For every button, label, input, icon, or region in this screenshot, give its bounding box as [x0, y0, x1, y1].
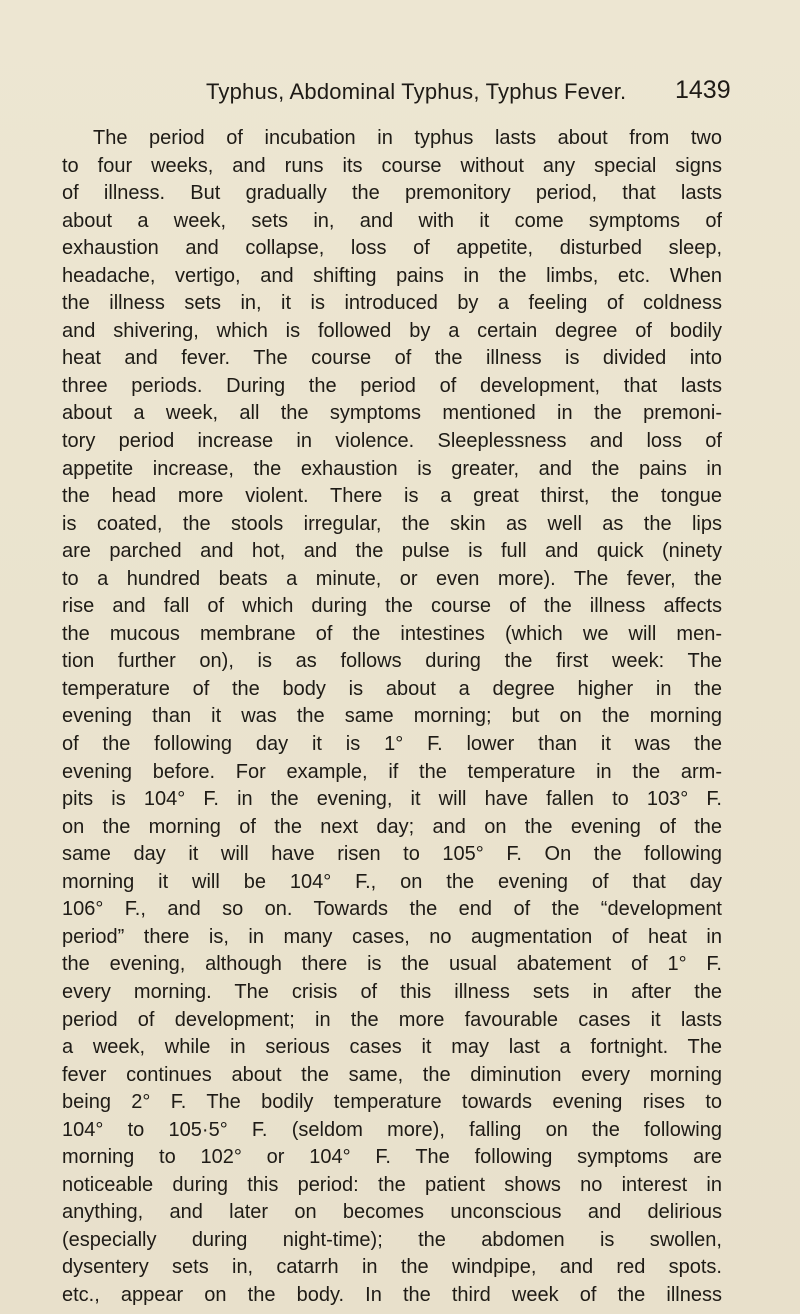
- text-line: etc., appear on the body. In the third week of the illness: [62, 1283, 722, 1306]
- text-line: the head more violent. There is a great thirst, the tongue: [62, 485, 722, 508]
- text-line: evening before. For example, if the temperature in the arm-: [62, 760, 722, 783]
- text-line: pits is 104° F. in the evening, it will have fallen to 103° F.: [62, 788, 722, 811]
- text-line: morning to 102° or 104° F. The following symptoms are: [62, 1146, 722, 1169]
- text-line: and shivering, which is followed by a certain degree of bodily: [62, 319, 722, 342]
- text-line: same day it will have risen to 105° F. On the following: [62, 843, 722, 866]
- body-text: [62, 125, 722, 1310]
- page-number: 1439: [675, 76, 731, 104]
- text-line: The period of incubation in typhus lasts about from two: [93, 127, 722, 149]
- text-line: rise and fall of which during the course of the illness affects: [62, 595, 722, 618]
- running-title: Typhus, Abdominal Typhus, Typhus Fever.: [206, 79, 627, 104]
- text-line: noticeable during this period: the patient shows no interest in: [62, 1173, 722, 1196]
- text-line: the mucous membrane of the intestines (which we will men-: [62, 622, 722, 645]
- text-line: appetite increase, the exhaustion is greater, and the pains in: [62, 457, 722, 480]
- text-line: are parched and hot, and the pulse is full and quick (ninety: [62, 540, 722, 563]
- text-line: (especially during night-time); the abdomen is swollen,: [62, 1228, 722, 1251]
- text-line: to a hundred beats a minute, or even more). The fever, the: [62, 567, 722, 590]
- text-line: tory period increase in violence. Sleeplessness and loss of: [62, 430, 722, 453]
- text-line: period” there is, in many cases, no augmentation of heat in: [62, 925, 722, 948]
- text-line: period of development; in the more favourable cases it lasts: [62, 1008, 722, 1031]
- text-line: every morning. The crisis of this illness sets in after the: [62, 980, 722, 1003]
- text-line: of the following day it is 1° F. lower than it was the: [62, 733, 722, 756]
- text-line: morning it will be 104° F., on the evening of that day: [62, 870, 722, 893]
- text-line: fever continues about the same, the diminution every morning: [62, 1063, 722, 1086]
- text-line: temperature of the body is about a degree higher in the: [62, 677, 722, 700]
- text-line: 106° F., and so on. Towards the end of the “development: [62, 898, 722, 921]
- text-line: three periods. During the period of development, that lasts: [62, 374, 722, 397]
- text-line: the illness sets in, it is introduced by a feeling of coldness: [62, 292, 722, 315]
- text-line: the evening, although there is the usual abatement of 1° F.: [62, 953, 722, 976]
- text-line: tion further on), is as follows during the first week: The: [62, 650, 722, 673]
- text-line: of illness. But gradually the premonitory period, that lasts: [62, 182, 722, 205]
- text-line: headache, vertigo, and shifting pains in the limbs, etc. When: [62, 264, 722, 287]
- text-line: evening than it was the same morning; but on the morning: [62, 705, 722, 728]
- text-line: about a week, all the symptoms mentioned in the premoni-: [62, 402, 722, 425]
- text-line: about a week, sets in, and with it come symptoms of: [62, 209, 722, 232]
- text-line: exhaustion and collapse, loss of appetite, disturbed sleep,: [62, 237, 722, 260]
- text-line: a week, while in serious cases it may last a fortnight. The: [62, 1036, 722, 1059]
- text-line: being 2° F. The bodily temperature towards evening rises to: [62, 1091, 722, 1114]
- text-line: is coated, the stools irregular, the skin as well as the lips: [62, 512, 722, 535]
- text-line: heat and fever. The course of the illness is divided into: [62, 347, 722, 370]
- text-line: dysentery sets in, catarrh in the windpipe, and red spots.: [62, 1256, 722, 1279]
- text-line: on the morning of the next day; and on the evening of the: [62, 815, 722, 838]
- text-line: anything, and later on becomes unconscious and delirious: [62, 1201, 722, 1224]
- text-line: 104° to 105·5° F. (seldom more), falling on the following: [62, 1118, 722, 1141]
- running-head: [0, 73, 800, 107]
- text-line: to four weeks, and runs its course without any special signs: [62, 154, 722, 177]
